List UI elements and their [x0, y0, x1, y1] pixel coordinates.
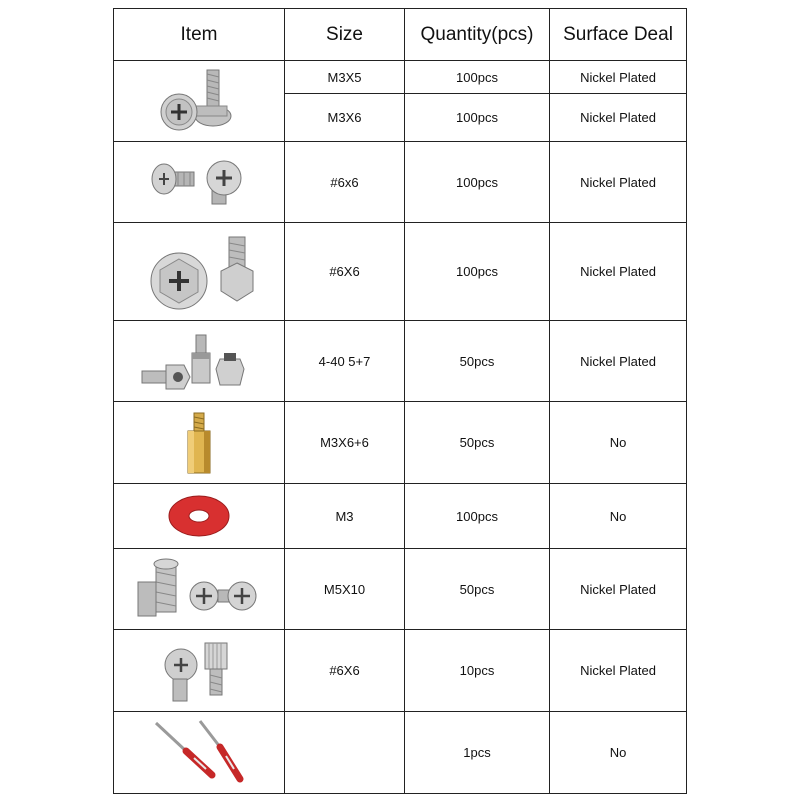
item-image-cell — [114, 142, 285, 223]
table-row — [114, 402, 687, 484]
size-cell: #6X6 — [285, 630, 405, 712]
item-image-cell — [114, 549, 285, 630]
size-cell: #6x6 — [285, 142, 405, 223]
table-row — [114, 549, 687, 630]
pan-head-machine-screw-icon — [149, 64, 249, 139]
item-image-cell — [114, 484, 285, 549]
screwdriver-icon — [144, 717, 254, 789]
quantity-cell: 1pcs — [405, 712, 550, 794]
red-washer-icon — [164, 492, 234, 540]
item-image-cell — [114, 712, 285, 794]
brass-standoff-icon — [179, 409, 219, 477]
quantity-cell: 100pcs — [405, 142, 550, 223]
quantity-cell: 50pcs — [405, 549, 550, 630]
size-cell: 4-40 5+7 — [285, 321, 405, 402]
item-image-cell — [114, 223, 285, 321]
quantity-cell: 100pcs — [405, 223, 550, 321]
surface-cell: No — [550, 402, 687, 484]
table-row — [114, 630, 687, 712]
table-header-row — [114, 9, 687, 61]
item-image-cell — [114, 321, 285, 402]
item-image-cell — [114, 402, 285, 484]
surface-cell: Nickel Plated — [550, 630, 687, 712]
hex-flange-screw-icon — [139, 229, 259, 314]
header-item: Item — [114, 9, 285, 61]
quantity-cell: 50pcs — [405, 402, 550, 484]
table-row — [114, 142, 687, 223]
surface-cell: Nickel Plated — [550, 549, 687, 630]
quantity-cell: 100pcs — [405, 94, 550, 142]
quantity-cell: 100pcs — [405, 61, 550, 94]
table-row — [114, 321, 687, 402]
surface-cell: Nickel Plated — [550, 321, 687, 402]
size-cell: M3 — [285, 484, 405, 549]
header-quantity: Quantity(pcs) — [405, 9, 550, 61]
round-head-screw-icon — [144, 152, 254, 212]
size-cell — [285, 712, 405, 794]
countersunk-screw-icon — [134, 554, 264, 624]
item-image-cell — [114, 630, 285, 712]
parts-spec-table — [113, 8, 687, 794]
thumb-screw-icon — [159, 635, 239, 707]
quantity-cell: 100pcs — [405, 484, 550, 549]
table-row — [114, 484, 687, 549]
size-cell: M3X5 — [285, 61, 405, 94]
surface-cell: Nickel Plated — [550, 223, 687, 321]
quantity-cell: 50pcs — [405, 321, 550, 402]
surface-cell: Nickel Plated — [550, 142, 687, 223]
size-cell: M3X6 — [285, 94, 405, 142]
item-image-cell — [114, 61, 285, 142]
hex-standoff-icon — [134, 329, 264, 394]
surface-cell: No — [550, 484, 687, 549]
table-row — [114, 61, 687, 94]
size-cell: #6X6 — [285, 223, 405, 321]
table-row — [114, 223, 687, 321]
size-cell: M3X6+6 — [285, 402, 405, 484]
size-cell: M5X10 — [285, 549, 405, 630]
header-surface-deal: Surface Deal — [550, 9, 687, 61]
quantity-cell: 10pcs — [405, 630, 550, 712]
table-row — [114, 712, 687, 794]
surface-cell: No — [550, 712, 687, 794]
surface-cell: Nickel Plated — [550, 94, 687, 142]
surface-cell: Nickel Plated — [550, 61, 687, 94]
header-size: Size — [285, 9, 405, 61]
